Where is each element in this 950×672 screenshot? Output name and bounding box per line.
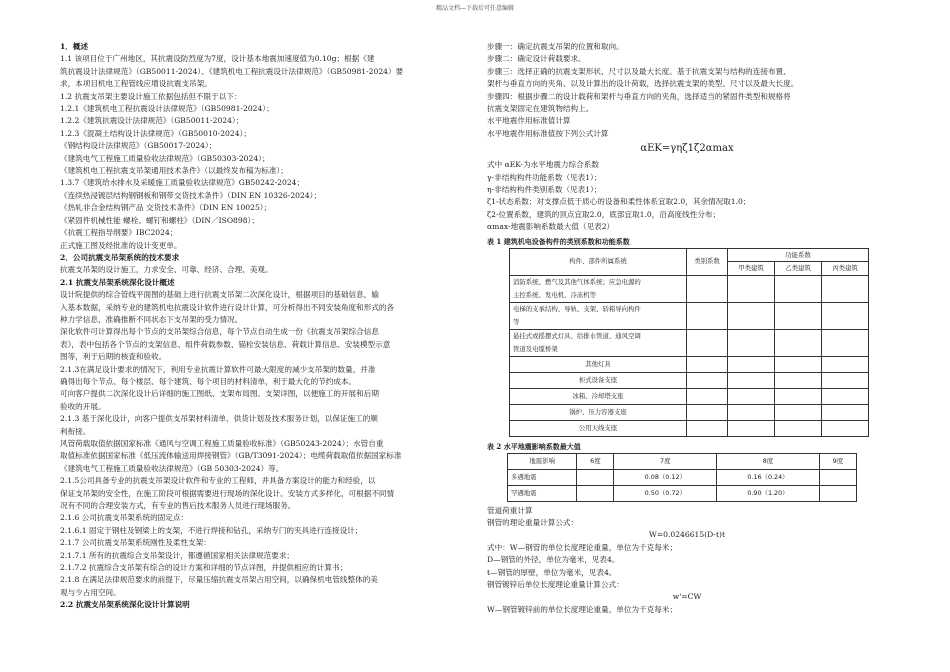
text-line: 风管荷载取值依据国家标准《通风与空调工程施工质量验收标准》（GB50243-2024）；水管自重 — [60, 439, 384, 448]
empty-cell — [822, 302, 869, 329]
value-cell: 0.16（0.24） — [717, 469, 820, 485]
empty-cell — [687, 420, 728, 436]
empty-cell — [822, 404, 869, 420]
text-line: 《建筑电气工程施工质量验收法律规范》（GB 50303-2024）等。 — [60, 463, 284, 473]
cell-text: 等 — [513, 317, 520, 326]
text-line: 抗震支架固定在建筑物结构上。 — [487, 104, 594, 114]
text-line: 2.1.6.1 固定于钢柱及钢梁上的支架，不进行焊接和钻孔，采纳专门的夹具进行连接设计； — [60, 525, 363, 535]
component-cell — [510, 388, 687, 404]
text-line: ζ1-状态系数；对支撑点低于质心的设备和柔性体系宜取2.0，其余情况取1.0； — [487, 197, 751, 207]
text-line: 验收的开展。 — [60, 401, 106, 411]
category-function-table — [509, 248, 869, 437]
text-line: 钢管的理论重量计算公式： — [487, 517, 579, 527]
text-line: 取值标准依据国家标准《低压流体输送用焊接钢管》（GB/T3091-2024）；电缆荷载取值依据国家标准 — [60, 451, 402, 461]
text-line: γ-非结构构件功能系数（见表1）； — [487, 172, 602, 182]
text-line: 水平地震作用标准值计算 — [487, 116, 571, 126]
table-row — [510, 275, 869, 302]
table-row — [508, 485, 857, 501]
text-line: 《连续热浸镀层结构钢钢板和钢带交货技术条件》（DIN EN 10326-2024）； — [60, 190, 322, 200]
text-line: 《抗震工程指导纲要》IBC2024； — [60, 228, 178, 238]
cell-text: 主控系统、发电机、冷冻机等 — [513, 290, 597, 299]
text-line: 况有不同的合理安装方式，有专业的售后技术服务人员进行现场服务。 — [60, 501, 296, 511]
component-cell — [510, 275, 687, 302]
text-line: 表》，表中包括各个节点的支架信息、组件荷载参数、锚栓安装信息、荷载计算信息、安装模型示意 — [60, 339, 391, 349]
empty-cell — [728, 404, 775, 420]
empty-cell — [728, 372, 775, 388]
text-line: η-非结构构件类别系数（见表1）； — [487, 185, 602, 195]
right-column — [487, 41, 887, 616]
value-cell — [819, 485, 856, 501]
text-line: 确得出每个节点、每个楼层、每个建筑、每个项目的材料清单，利于最大化的节约成本。 — [60, 376, 357, 386]
text-line: D—钢管的外径，单位为毫米，见表4。 — [487, 555, 620, 565]
table1-caption: 表 1 建筑机电设备构件的类别系数和功能系数 — [487, 236, 630, 246]
table-row — [510, 404, 869, 420]
text-line: 水平地震作用标准值按下列公式计算 — [487, 128, 609, 138]
empty-cell — [687, 356, 728, 372]
empty-cell — [687, 372, 728, 388]
text-line: 可向客户提供二次深化设计后详细的施工图纸、支架布局图、支架详图，以便施工的开展和后期 — [60, 389, 379, 399]
table2-header-6: 6度 — [577, 453, 614, 469]
text-line: t—钢管的厚壁，单位为毫米，见表4。 — [487, 567, 617, 577]
table2-header-label: 地震影响 — [508, 453, 577, 469]
text-line: ζ2-位置系数，建筑的顶点宜取2.0，底部宜取1.0，沿高度线性分布； — [487, 209, 721, 219]
empty-cell — [728, 388, 775, 404]
table-row — [510, 372, 869, 388]
component-cell — [510, 302, 687, 329]
text-line: 1.2 抗震支吊架主要设计施工依据包括但不限于以下： — [60, 91, 242, 101]
text-line: 筑抗震设计法律规范》（GB50011-2024）、《建筑机电工程抗震设计法律规范》（GB50981-2024）要 — [60, 66, 404, 76]
empty-cell — [822, 356, 869, 372]
table1-header-function: 功能系数 — [728, 248, 869, 261]
empty-cell — [687, 388, 728, 404]
row-label-cell: 罕遇地震 — [508, 485, 577, 501]
text-line: 深化软件可计算得出每个节点的支吊架综合信息，每个节点自动生成一份《抗震支吊架综合信息 — [60, 327, 379, 337]
component-cell — [510, 356, 687, 372]
text-line: 保证支吊架的安全性，在施工阶段可根据需要进行现场的深化设计。安装方式多样化，可根据不同情 — [60, 488, 395, 498]
empty-cell — [728, 420, 775, 436]
text-line: 2.1.7 公司抗震支吊架系统刚性及柔性支架： — [60, 538, 211, 548]
table-row — [510, 420, 869, 436]
table-row — [508, 469, 857, 485]
empty-cell — [728, 329, 775, 356]
cell-text: 锅炉、压力容器支座 — [569, 407, 627, 416]
seismic-coefficient-table — [507, 453, 857, 502]
value-cell — [577, 485, 614, 501]
cell-text: 柜式设备支座 — [578, 375, 618, 384]
text-line: 1．概述 — [60, 42, 89, 51]
empty-cell — [687, 404, 728, 420]
text-line: 2.1 抗震支吊架系统深化设计概述 — [60, 277, 175, 287]
component-cell — [510, 404, 687, 420]
text-line: 《钢结构设计法律规范》（GB50017-2024）； — [60, 141, 217, 151]
empty-cell — [775, 372, 822, 388]
empty-cell — [822, 388, 869, 404]
text-line: 步骤三：选择正确的抗震支架形状、尺寸以及最大长度。基于抗震支架与结构的连接布置、 — [487, 66, 791, 76]
table-row — [510, 329, 869, 356]
empty-cell — [728, 302, 775, 329]
text-line: 2.1.3 基于深化设计，向客户提供支吊架材料清单、供货计划及技术服务计划，以保证施工的顺 — [60, 414, 378, 424]
text-line: 利衔接。 — [60, 426, 91, 436]
text-line: 入基本数据，采纳专业的建筑机电抗震设计软件进行设计计算，可分析得出不同安装角度和形式的各 — [60, 302, 395, 312]
empty-cell — [822, 372, 869, 388]
table2-header-7: 7度 — [614, 453, 717, 469]
empty-cell — [728, 356, 775, 372]
component-cell — [510, 420, 687, 436]
text-line: 2.1.5公司具备专业的抗震支吊架设计软件和专业的工程师，并具备方案设计的能力和经验，以 — [60, 476, 376, 486]
empty-cell — [728, 275, 775, 302]
empty-cell — [775, 275, 822, 302]
text-line: 2.1.7.1 所有的抗震综合支吊架设计，都遵循国家相关法律规范要求； — [60, 550, 295, 560]
table1-header-category: 类别系数 — [687, 248, 728, 275]
empty-cell — [775, 329, 822, 356]
text-line: 2.1.6 公司抗震支吊架系统的固定点： — [60, 513, 189, 523]
text-line: 管道荷重计算 — [487, 505, 533, 515]
table-row — [510, 356, 869, 372]
empty-cell — [687, 302, 728, 329]
calculation-steps — [487, 41, 887, 140]
seismic-formula: αEK=γηζ1ζ2αmax — [640, 143, 734, 155]
text-line: 2．公司抗震支吊架系统的技术要求 — [60, 252, 180, 262]
text-line: 正式施工图及经批准的设计变更单。 — [60, 240, 182, 250]
table2-caption: 表 2 水平地震影响系数最大值 — [487, 441, 581, 451]
table-row — [510, 302, 869, 329]
text-line: 1.2.1《建筑机电工程抗震设计法律规范》（GB50981-2024）； — [60, 104, 274, 114]
cell-text: 其他灯具 — [585, 359, 611, 368]
empty-cell — [775, 420, 822, 436]
text-line: 1.2.3《混凝土结构设计法律规范》（GB50010-2024）； — [60, 128, 251, 138]
text-line: αmax-地震影响系数最大值（见表2） — [487, 222, 615, 232]
table1-header-class-b: 乙类建筑 — [775, 262, 822, 275]
text-line: 步骤一：确定抗震支吊架的位置和取向。 — [487, 42, 624, 51]
table2-header-9: 9度 — [819, 453, 856, 469]
text-line: 求，本项目机电工程管线应增设抗震支吊架。 — [60, 79, 212, 89]
empty-cell — [775, 302, 822, 329]
text-line: 图等，利于后期的核査和验收。 — [60, 352, 167, 362]
text-line: 1.2.2《建筑抗震设计法律规范》（GB50011-2024）； — [60, 116, 244, 126]
text-line: 《紧固件机械性能 螺栓、螺钉和螺柱》（DIN／ISO898）； — [60, 215, 259, 225]
text-line: w'=CW — [672, 592, 702, 602]
text-line: 抗震支吊架的设计施工，力求安全、可靠、经济、合理、美观。 — [60, 265, 273, 275]
cell-text: 悬挂式或摇摆式灯具、给排水管道、通风空调 — [513, 331, 641, 340]
text-line: 架杆与垂直方向的夹角、以及计算出的设计荷载，选择抗震支架的类型、尺寸以及最大长度。 — [487, 79, 799, 89]
value-cell: 0.50（0.72） — [614, 485, 717, 501]
text-line: 《建筑电气工程施工质量验收法律规范》（GB50303-2024）； — [60, 153, 270, 163]
cell-text: 管道及电缆桥架 — [513, 344, 558, 353]
table-row — [510, 388, 869, 404]
pipe-weight-section — [487, 505, 887, 617]
text-line: 2.1.3在满足设计要求的情况下，利用专业抗震计算软件可最大限度的减少支吊架的数量，并准 — [60, 364, 376, 374]
text-line: 步骤四：根据步骤二的设计载荷和架杆与垂直方向的夹角，选择适当的紧固件类型和规格将 — [487, 91, 791, 101]
cell-text: 冰箱、冷却塔支座 — [572, 391, 624, 400]
empty-cell — [687, 329, 728, 356]
cell-text: 公用天线支座 — [578, 423, 618, 432]
text-line: 观与少占用空间。 — [60, 587, 121, 597]
table1-header-component: 构件、部件所属系统 — [510, 248, 687, 275]
text-line: 1.3.7《建筑给水排水及采暖施工质量验收法律规范》GB50242-2024； — [60, 178, 305, 188]
table1-header-class-c: 丙类建筑 — [822, 262, 869, 275]
formula-legend — [487, 159, 887, 233]
text-line: W=0.0246615(D-t)t — [648, 530, 726, 540]
cell-text: 消防系统、燃气及其他气体系统；应急电源的 — [513, 277, 641, 286]
empty-cell — [775, 404, 822, 420]
empty-cell — [687, 275, 728, 302]
table1-header-class-a: 甲类建筑 — [728, 262, 775, 275]
text-line: 步骤二：确定设计荷载要求。 — [487, 54, 586, 64]
empty-cell — [775, 356, 822, 372]
empty-cell — [775, 388, 822, 404]
text-line: 式中 αEK-为水平地震力综合系数 — [487, 160, 599, 170]
value-cell: 0.90（1.20） — [717, 485, 820, 501]
text-line: 2.1.8 在满足法律规范要求的前提下，尽量压缩抗震支吊架占用空间，以确保机电管线整体的美 — [60, 575, 378, 585]
value-cell: 0.08（0.12） — [614, 469, 717, 485]
text-line: 2.2 抗震支吊架系统深化设计计算说明 — [60, 600, 190, 610]
page-header: 精品文档---下载后可任意编辑 — [435, 5, 515, 12]
row-label-cell: 多遇地震 — [508, 469, 577, 485]
cell-text: 电梯的支承结构、导轨、支架、轿箱导向构件 — [513, 304, 641, 313]
text-line: 种力学信息，准确推断不同状态下支吊架的受力情况。 — [60, 314, 243, 324]
empty-cell — [822, 329, 869, 356]
component-cell — [510, 329, 687, 356]
empty-cell — [822, 275, 869, 302]
component-cell — [510, 372, 687, 388]
text-line: 2.1.7.2 抗震综合支吊架有综合的设计方案和详细的节点详图，并提供相应的计算书； — [60, 563, 348, 573]
text-line: 设计院提供的综合管线平面图的基础上进行抗震支吊架二次深化设计，根据项目的基础信息，输 — [60, 290, 379, 300]
value-cell — [819, 469, 856, 485]
text-line: 《热轧非合金结构钢产品 交货技术条件》（DIN EN 10025）； — [60, 203, 272, 213]
text-line: 钢管镀锌后单位长度理论重量计算公式： — [487, 579, 624, 589]
text-line: W—钢管镀锌前的单位长度理论重量，单位为千克每米； — [487, 604, 678, 614]
empty-cell — [822, 420, 869, 436]
value-cell — [577, 469, 614, 485]
table2-header-8: 8度 — [717, 453, 820, 469]
text-line: 《建筑机电工程抗震支吊架通用技术条件》（以最终发布稿为标准）； — [60, 166, 288, 176]
left-column — [60, 41, 474, 612]
text-line: 1.1 该项目位于广州地区，其抗震设防烈度为7度，设计基本地震加速度值为0.10g；根据《建 — [60, 54, 375, 64]
text-line: 式中：W—钢管的单位长度理论重量，单位为千克每米； — [487, 542, 678, 552]
